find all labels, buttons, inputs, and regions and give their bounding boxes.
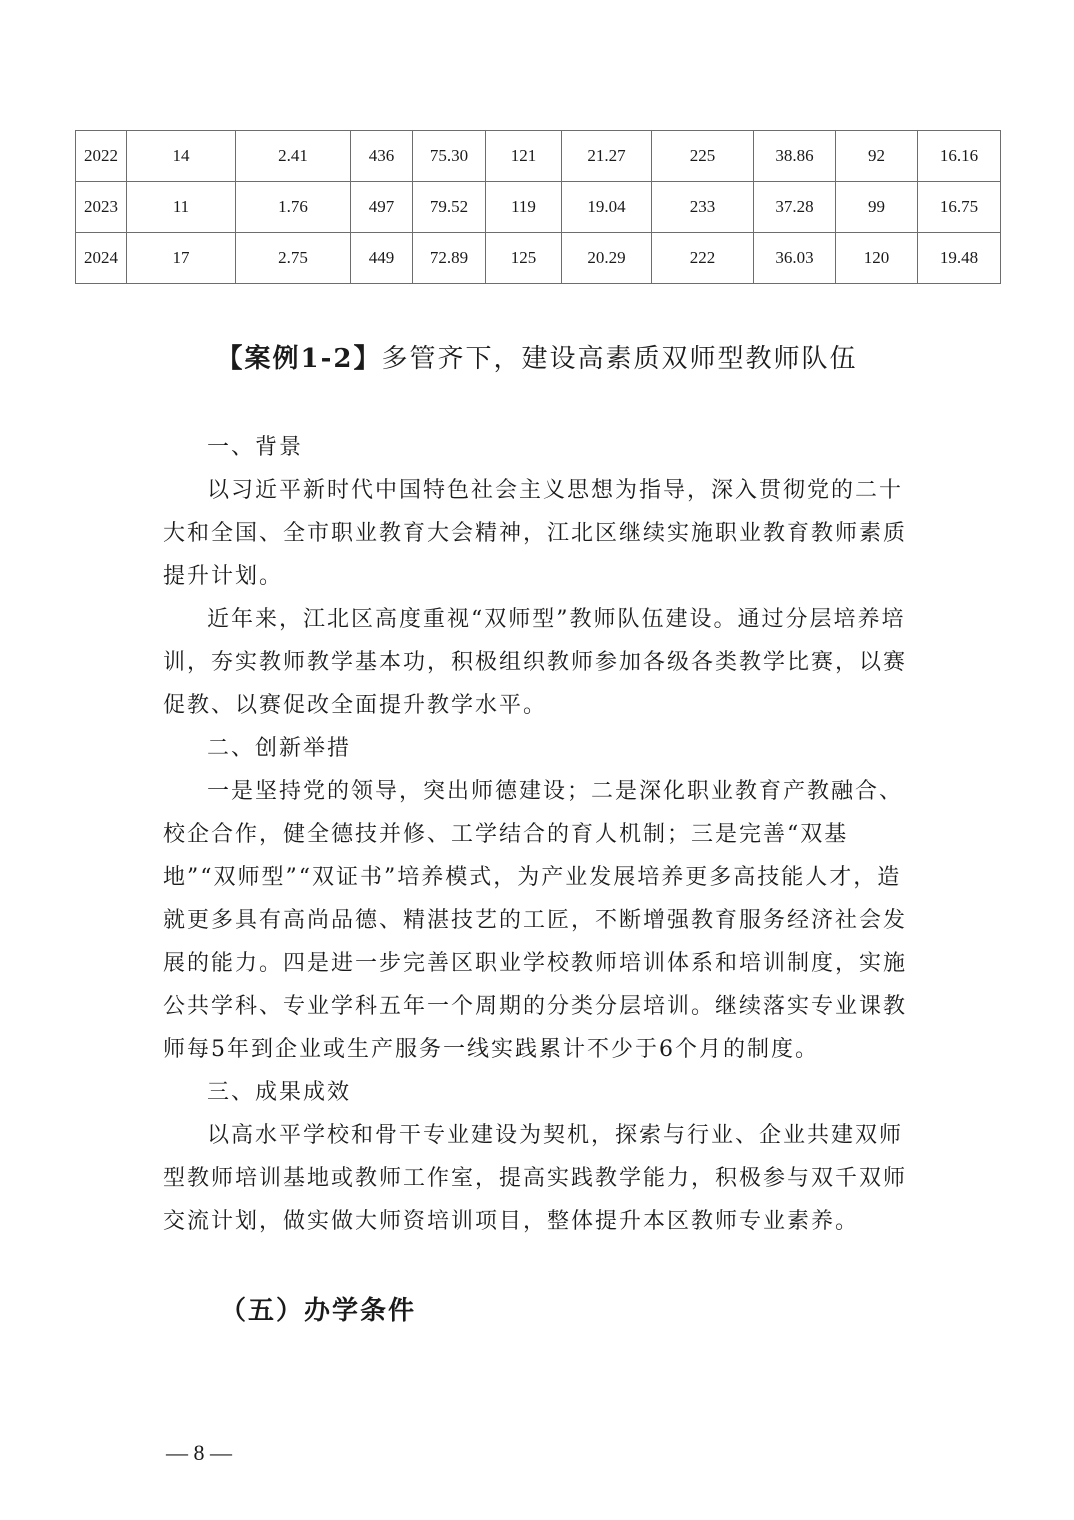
table-cell: 99 [836,182,918,233]
section-title: （五）办学条件 [220,1296,417,1326]
table-cell: 14 [127,131,236,182]
table-cell: 11 [127,182,236,233]
paragraph-background-1: 以习近平新时代中国特色社会主义思想为指导，深入贯彻党的二十大和全国、全市职业教育大会精神，江北区继续实施职业教育教师素质提升计划。 [163,478,908,589]
table-cell: 225 [652,131,754,182]
table-cell: 119 [486,182,562,233]
table-cell: 2.75 [236,233,351,284]
heading-measures: 二、创新举措 [207,736,352,761]
paragraph-background-2: 近年来，江北区高度重视“双师型”教师队伍建设。通过分层培养培训，夯实教师教学基本功，积极组织教师参加各级各类教学比赛，以赛促教、以赛促改全面提升教学水平。 [163,607,908,718]
table-cell: 19.48 [918,233,1001,284]
case-label: 【案例1-2】 [216,344,382,374]
table-cell: 37.28 [754,182,836,233]
statistics-table [75,130,1001,284]
table-cell: 233 [652,182,754,233]
paragraph-measures: 一是坚持党的领导，突出师德建设；二是深化职业教育产教融合、校企合作，健全德技并修、工学结合的育人机制；三是完善“双基地”“双师型”“双证书”培养模式，为产业发展培养更多高技能人才，造就更多具有高尚品德、精湛技艺的工匠，不断增强教育服务经济社会发展的能力。四是进一步完善区职业学校教师培训体系和培训制度，实施公共学科、专业学科五年一个周期的分类分层培训。继续落实专业课教师每5年到企业或生产服务一线实践累计不少于6个月的制度。 [163,779,908,1062]
table-cell: 1.76 [236,182,351,233]
table-cell-year: 2024 [76,233,127,284]
table-cell: 497 [351,182,413,233]
table-row [76,182,1001,233]
case-title-text: 多管齐下，建设高素质双师型教师队伍 [381,344,858,374]
case-body [163,426,918,1243]
table-cell: 449 [351,233,413,284]
case-heading [0,338,1074,375]
table-cell: 16.16 [918,131,1001,182]
table-cell: 121 [486,131,562,182]
table-cell: 19.04 [562,182,652,233]
table-cell: 125 [486,233,562,284]
table-cell: 92 [836,131,918,182]
table-cell: 36.03 [754,233,836,284]
table-cell: 120 [836,233,918,284]
table-cell-year: 2022 [76,131,127,182]
table-cell: 75.30 [413,131,486,182]
table-cell: 16.75 [918,182,1001,233]
table-body [76,131,1001,284]
heading-background: 一、背景 [207,435,304,460]
table-cell: 38.86 [754,131,836,182]
table-cell: 79.52 [413,182,486,233]
table-row [76,131,1001,182]
table-cell: 20.29 [562,233,652,284]
table-cell-year: 2023 [76,182,127,233]
table-row [76,233,1001,284]
table-cell: 17 [127,233,236,284]
paragraph-results: 以高水平学校和骨干专业建设为契机，探索与行业、企业共建双师型教师培训基地或教师工作室，提高实践教学能力，积极参与双千双师交流计划，做实做大师资培训项目，整体提升本区教师专业素养。 [163,1123,908,1234]
page-number: — 8 — [166,1440,232,1465]
table-cell: 72.89 [413,233,486,284]
table-cell: 436 [351,131,413,182]
table-cell: 2.41 [236,131,351,182]
table-cell: 21.27 [562,131,652,182]
table-cell: 222 [652,233,754,284]
heading-results: 三、成果成效 [207,1080,352,1105]
